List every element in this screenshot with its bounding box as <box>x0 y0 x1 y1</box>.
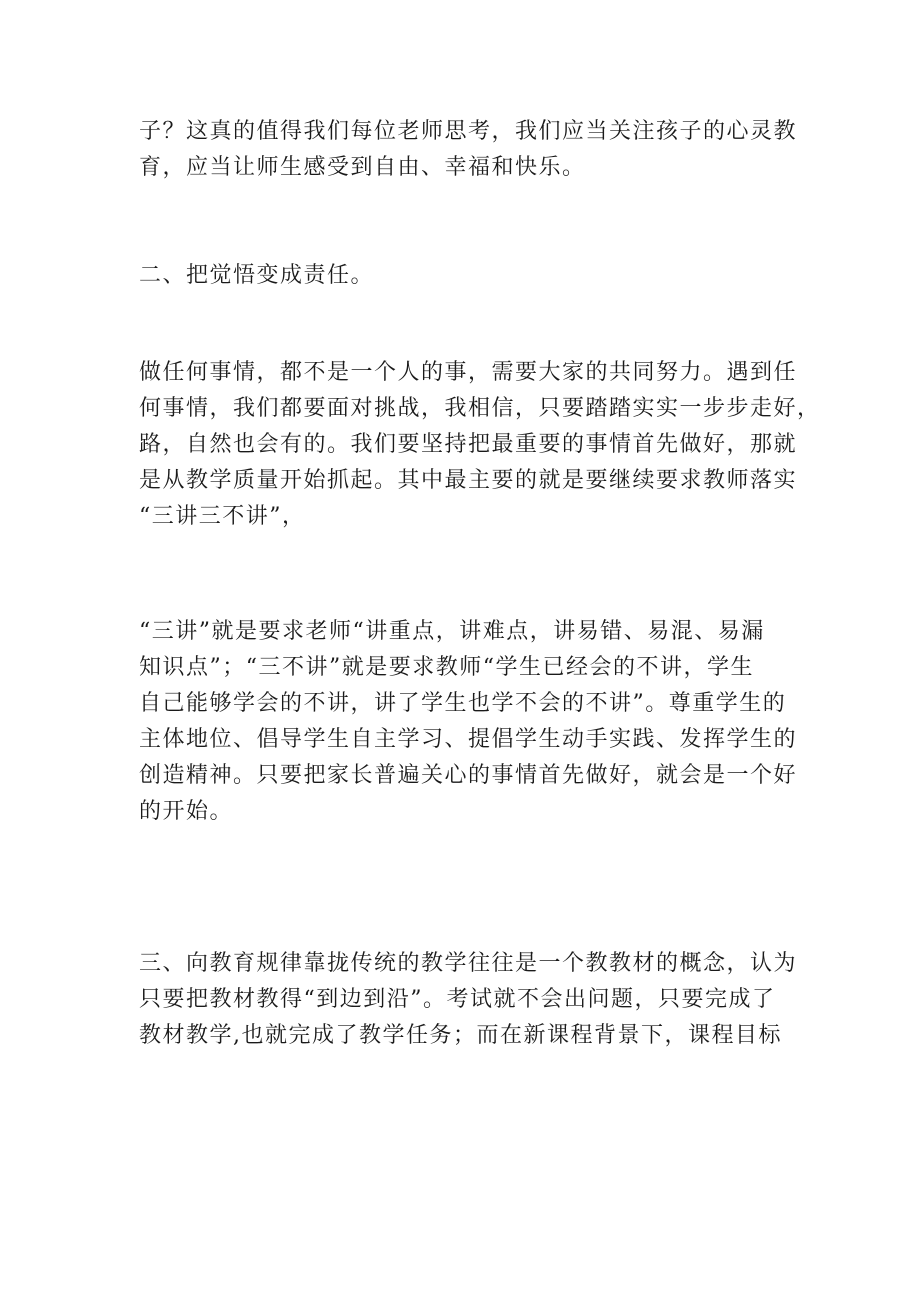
text-line: 的开始。 <box>139 799 234 824</box>
text-line: “三讲三不讲”， <box>139 504 306 529</box>
text-line: 育，应当让师生感受到自由、幸福和快乐。 <box>139 155 586 180</box>
text-line: 何事情，我们都要面对挑战，我相信，只要踏踏实实一步步走好， <box>139 396 821 421</box>
section-heading-2 <box>139 258 789 294</box>
text-line: 是从教学质量开始抓起。其中最主要的就是要继续要求教师落实 <box>139 468 798 493</box>
text-line: 子？这真的值得我们每位老师思考，我们应当关注孩子的心灵教 <box>139 119 798 144</box>
section-heading-3-paragraph <box>139 946 798 1054</box>
paragraph-3 <box>139 355 821 535</box>
text-line: 主体地位、倡导学生自主学习、提倡学生动手实践、发挥学生的 <box>139 727 798 752</box>
text-line: 知识点”；“三不讲”就是要求教师“学生已经会的不讲，学生 <box>139 655 754 680</box>
paragraph-1 <box>139 114 798 186</box>
paragraph-4 <box>139 614 798 830</box>
text-line: 教材教学,也就完成了教学任务；而在新课程背景下，课程目标 <box>139 1023 782 1048</box>
text-line: 创造精神。只要把家长普遍关心的事情首先做好，就会是一个好 <box>139 763 798 788</box>
text-line: 只要把教材教得“到边到沿”。考试就不会出问题，只要完成了 <box>139 987 776 1012</box>
text-line: 做任何事情，都不是一个人的事，需要大家的共同努力。遇到任 <box>139 360 798 385</box>
text-line: 三、向教育规律靠拢传统的教学往往是一个教教材的概念，认为 <box>139 951 798 976</box>
text-line: 二、把觉悟变成责任。 <box>139 263 375 288</box>
text-line: 自己能够学会的不讲，讲了学生也学不会的不讲”。尊重学生的 <box>139 691 787 716</box>
text-line: “三讲”就是要求老师“讲重点，讲难点，讲易错、易混、易漏 <box>139 619 765 644</box>
text-line: 路，自然也会有的。我们要坚持把最重要的事情首先做好，那就 <box>139 432 798 457</box>
